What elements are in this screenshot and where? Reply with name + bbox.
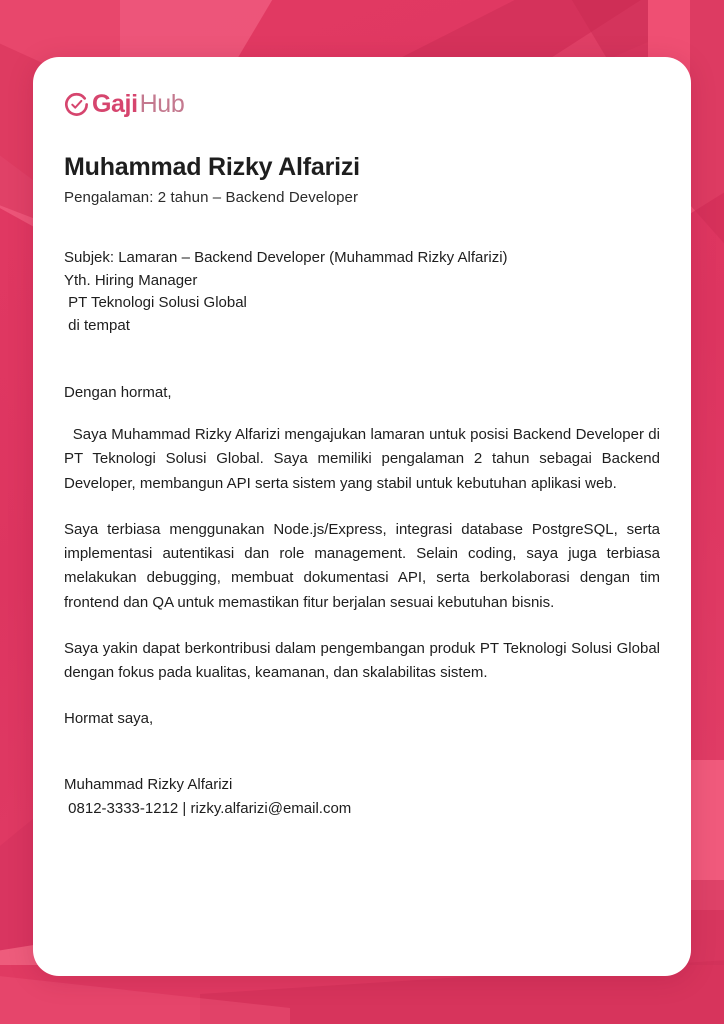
brand-logo	[64, 87, 660, 121]
subject-line: Subjek: Lamaran – Backend Developer (Muhammad Rizky Alfarizi)	[64, 249, 508, 266]
applicant-experience-subtitle: Pengalaman: 2 tahun – Backend Developer	[64, 189, 359, 206]
logo-text-hub: Hub	[139, 89, 185, 118]
closing-line: Hormat saya,	[64, 709, 154, 727]
body-paragraph-1: Saya Muhammad Rizky Alfarizi mengajukan lamaran untuk posisi Backend Developer di PT Teknologi Solusi Global. Saya memiliki pengalaman 2 tahun sebagai Backend Developer, membangun API serta sistem yang stabil untuk kebutuhan aplikasi web.	[64, 426, 660, 492]
letter-card	[33, 57, 691, 976]
logo-text-gaji: Gaji	[92, 89, 138, 118]
body-paragraph-2: Saya terbiasa menggunakan Node.js/Express, integrasi database PostgreSQL, serta implementasi autentikasi dan role management. Selain coding, saya juga terbiasa melakukan debugging, membuat dokumentasi API, serta berkolaborasi dengan tim frontend dan QA untuk memastikan fitur berjalan sesuai kebutuhan bisnis.	[64, 520, 660, 611]
applicant-name-heading: Muhammad Rizky Alfarizi	[64, 153, 360, 181]
recipient-line: Yth. Hiring Manager	[64, 271, 198, 289]
signature-block	[64, 773, 660, 821]
company-line: PT Teknologi Solusi Global	[64, 294, 247, 311]
body-paragraph-3: Saya yakin dapat berkontribusi dalam pengembangan produk PT Teknologi Solusi Global dengan fokus pada kualitas, keamanan, dan skalabilitas sistem.	[64, 640, 660, 682]
subject-recipient-block	[64, 247, 660, 337]
signature-name: Muhammad Rizky Alfarizi	[64, 775, 233, 793]
salutation: Dengan hormat,	[64, 384, 172, 401]
gajihub-check-circle-icon	[64, 92, 89, 117]
place-line: di tempat	[64, 316, 130, 334]
signature-contact: 0812-3333-1212 | rizky.alfarizi@email.com	[64, 799, 352, 817]
